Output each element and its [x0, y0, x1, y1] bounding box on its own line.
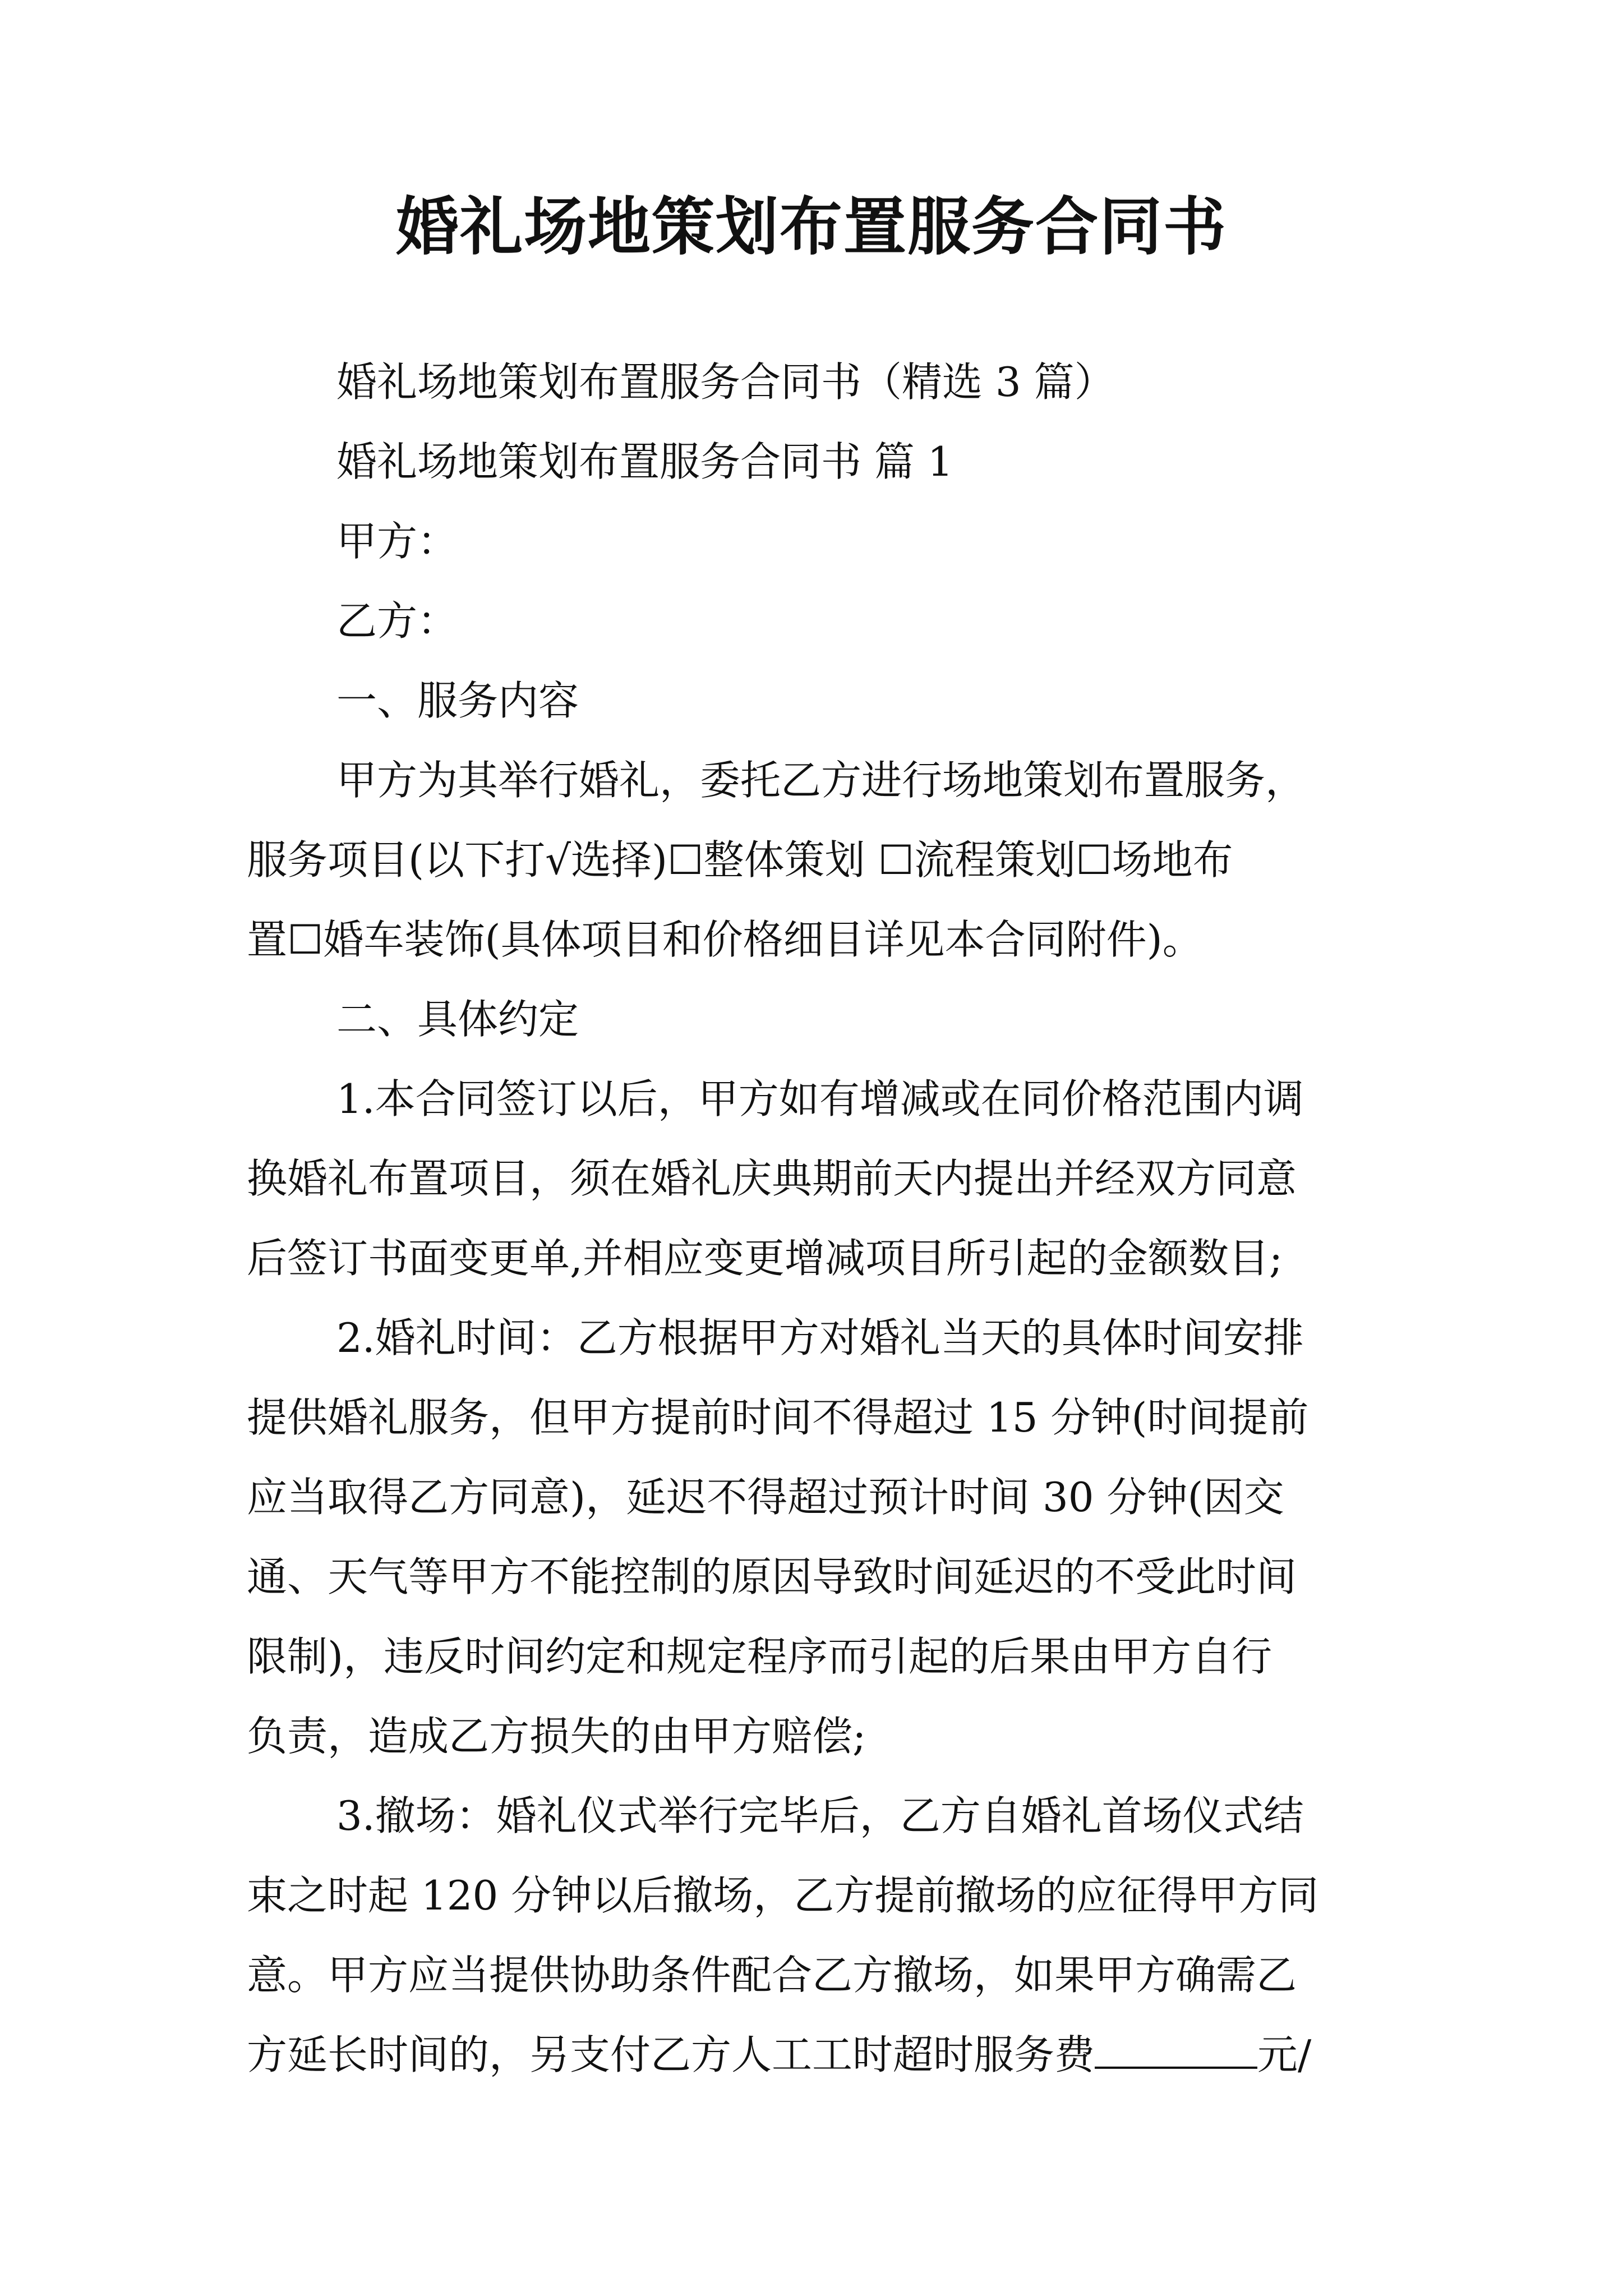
fill-in-blank	[1095, 2032, 1257, 2069]
text-line: 后签订书面变更单,并相应变更增减项目所引起的金额数目;	[247, 1235, 1283, 1282]
text-line: 束之时起 120 分钟以后撤场，乙方提前撤场的应征得甲方同	[247, 1872, 1319, 1919]
text-line: 婚礼场地策划布置服务合同书 篇 1	[336, 438, 953, 485]
text-line-with-blank	[247, 2015, 1391, 2095]
text-line: 提供婚礼服务，但甲方提前时间不得超过 15 分钟(时间提前	[247, 1394, 1309, 1441]
text-line: 2.婚礼时间：乙方根据甲方对婚礼当天的具体时间安排	[336, 1314, 1304, 1361]
text-line: 置☐婚车装饰(具体项目和价格细目详见本合同附件)。	[247, 916, 1203, 963]
text-segment: 方延长时间的，另支付乙方人工工时超时服务费	[247, 2031, 1095, 2078]
text-line: 1.本合同签订以后，甲方如有增减或在同价格范围内调	[336, 1075, 1304, 1122]
text-line: 乙方：	[336, 597, 458, 645]
text-line: 限制)，违反时间约定和规定程序而引起的后果由甲方自行	[247, 1633, 1272, 1680]
text-line: 婚礼场地策划布置服务合同书（精选 3 篇）	[336, 358, 1115, 406]
text-line: 换婚礼布置项目，须在婚礼庆典期前天内提出并经双方同意	[247, 1155, 1297, 1202]
text-line: 意。甲方应当提供协助条件配合乙方撤场，如果甲方确需乙	[247, 1952, 1297, 1999]
text-segment: 元/	[1257, 2031, 1312, 2078]
text-line: 负责，造成乙方损失的由甲方赔偿;	[247, 1713, 866, 1760]
text-line: 服务项目(以下打√选择)☐整体策划 ☐流程策划☐场地布	[247, 836, 1233, 884]
text-line: 甲方：	[336, 518, 458, 565]
document-title: 婚礼场地策划布置服务合同书	[396, 190, 1227, 264]
text-line: 3.撤场：婚礼仪式举行完毕后，乙方自婚礼首场仪式结	[336, 1792, 1304, 1839]
section-heading: 二、具体约定	[336, 996, 579, 1043]
text-line: 应当取得乙方同意)，延迟不得超过预计时间 30 分钟(因交	[247, 1474, 1284, 1521]
section-heading: 一、服务内容	[336, 677, 579, 724]
text-line: 通、天气等甲方不能控制的原因导致时间延迟的不受此时间	[247, 1553, 1297, 1600]
text-line: 甲方为其举行婚礼，委托乙方进行场地策划布置服务，	[336, 757, 1306, 804]
document-body	[247, 342, 1391, 2095]
